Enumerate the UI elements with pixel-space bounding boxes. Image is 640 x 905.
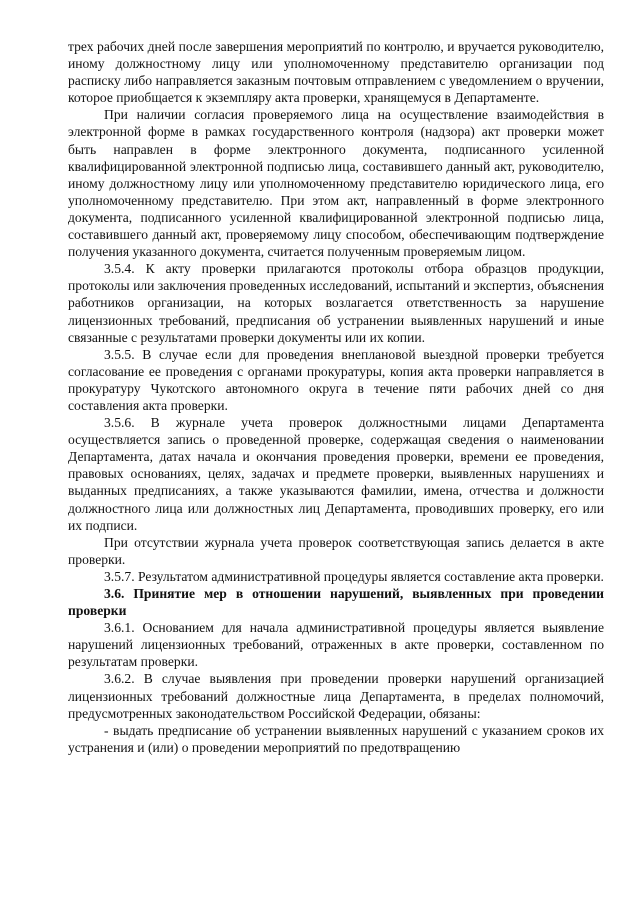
section-heading-3-6: 3.6. Принятие мер в отношении нарушений, выявленных при проведении проверки — [68, 586, 604, 619]
paragraph-electronic-delivery: При наличии согласия проверяемого лица на осуществление взаимодействия в электронной форме в рамках государственного контроля (надзора) акт проверки может быть направлен в форме электронного документа, подписанного усиленной квалифицированной электронной подписью лица, составившего данный акт, руководителю, иному должностному лицу или уполномоченному представителю юридического лица, его уполномоченному представителю. При этом акт, направленный в форме электронного документа, подписанного усиленной квалифицированной электронной подписью лица, составившего данный акт, проверяемому лицу способом, обеспечивающим подтверждение получения указанного документа, считается полученным проверяемым лицом. — [68, 107, 604, 260]
paragraph-no-journal: При отсутствии журнала учета проверок соответствующая запись делается в акте проверки. — [68, 534, 604, 567]
paragraph-3-6-1: 3.6.1. Основанием для начала административной процедуры является выявление нарушений лицензионных требований, отраженных в акте проверки, составленном по результатам проверки. — [68, 620, 604, 670]
paragraph-3-5-5: 3.5.5. В случае если для проведения внеплановой выездной проверки требуется согласование ее проведения с органами прокуратуры, копия акта проверки направляется в прокуратуру Чукотского автономного округа в течение пяти рабочих дней со дня составления акта проверки. — [68, 346, 604, 413]
paragraph-3-5-4: 3.5.4. К акту проверки прилагаются протоколы отбора образцов продукции, протоколы или заключения проведенных исследований, испытаний и экспертиз, объяснения работников организации, на которых возлагается ответственность за нарушение лицензионных требований, предписания об устранении выявленных нарушений и иные связанные с результатами проверки документы или их копии. — [68, 261, 604, 345]
document-page — [68, 38, 604, 756]
paragraph-3-6-2: 3.6.2. В случае выявления при проведении проверки нарушений организацией лицензионных требований должностные лица Департамента, в пределах полномочий, предусмотренных законодательством Российской Федерации, обязаны: — [68, 671, 604, 721]
list-item-issue-order: - выдать предписание об устранении выявленных нарушений с указанием сроков их устранения и (или) о проведении мероприятий по предотвращению — [68, 722, 604, 755]
paragraph-3-5-7: 3.5.7. Результатом административной процедуры является составление акта проверки. — [104, 568, 604, 584]
paragraph-3-5-6: 3.5.6. В журнале учета проверок должностными лицами Департамента осуществляется запись о проведенной проверке, содержащая сведения о наименовании Департамента, датах начала и окончания проведения проверки, времени ее проведения, правовых основаниях, целях, задачах и предмете проверки, выявленных нарушениях и выданных предписаниях, а также указываются фамилии, имена, отчества и должности должностного лица или должностных лиц Департамента, проводивших проверку, его или их подписи. — [68, 415, 604, 533]
paragraph-delivery-terms: трех рабочих дней после завершения мероприятий по контролю, и вручается руководителю, иному должностному лицу или уполномоченному представителю организации под расписку либо направляется заказным почтовым отправлением с уведомлением о вручении, которое приобщается к экземпляру акта проверки, хранящемуся в Департаменте. — [68, 39, 604, 106]
